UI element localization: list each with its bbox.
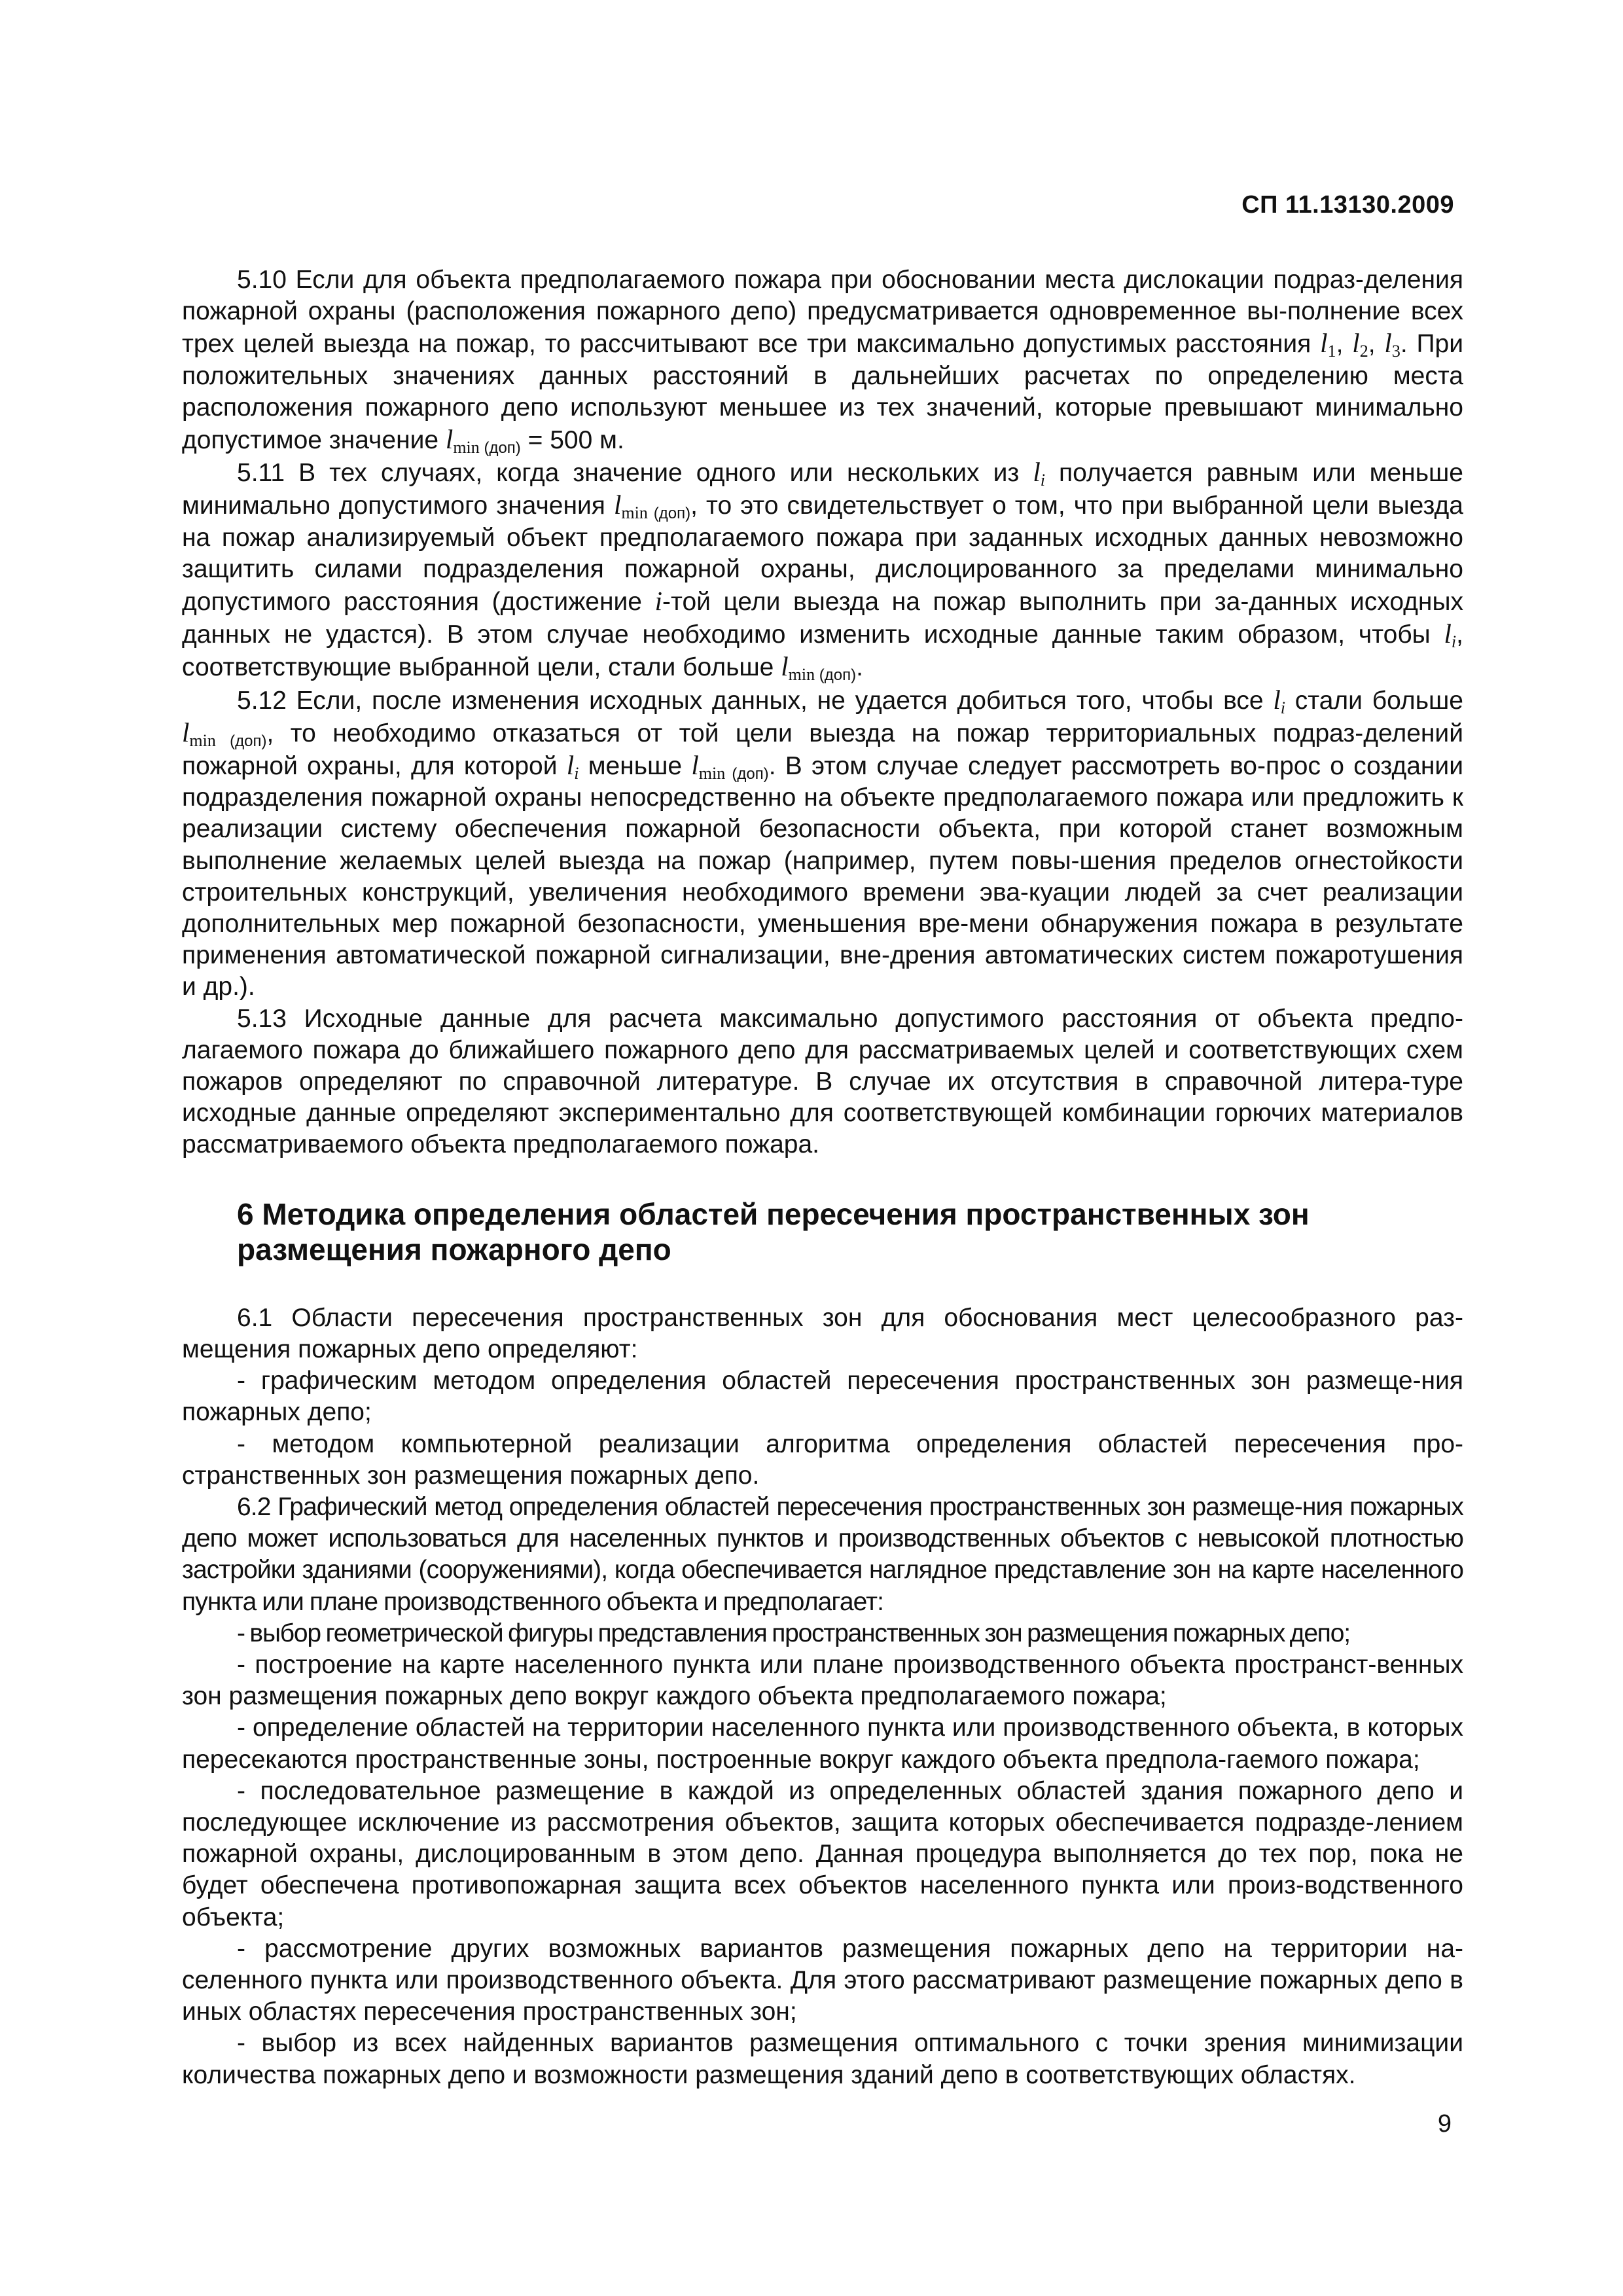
- list-item: - определение областей на территории населенного пункта или производственного объекта, в которых пересекаются пространственные зоны, построенные вокруг каждого объекта предпола-гаемого пожара;: [182, 1713, 1463, 1774]
- symbol-l: l: [1384, 328, 1392, 359]
- paragraph-5-10: 5.10 Если для объекта предполагаемого пожара при обосновании места дислокации подраз-деления пожарной охраны (расположения пожарного депо) предусматривается одновременное вы-полнение всех трех целей выезда на пожар, то рассчитывают все три максимально допустимых расстояния $l_1$, $l_2$, $l_3$. При положительных значениях данных расстояний в дальнейших расчетах по определению места расположения пожарного депо используют меньшее из тех значений, которые превышают минимально допустимое значение $l_{min (доп)} = 500$ м.: [182, 266, 1464, 457]
- list-item: - последовательное размещение в каждой из определенных областей здания пожарного депо и последующее исключение из рассмотрения объектов, защита которых обеспечивается подразде-лением пожарной охраны, дислоцированным в этом депо. Данная процедура выполняется до тех пор, пока не будет обеспечена противопожарная защита всех объектов населенного пункта или произ-водственного объекта;: [182, 1776, 1463, 1931]
- section-6-heading: 6 Методика определения областей пересечения пространственных зон размещения пожарного депо: [237, 1196, 1310, 1266]
- subscript-2: 2: [1359, 342, 1368, 361]
- paragraph-text: . При положительных значениях данных расстояний в дальнейших расчетах по определению места расположения пожарного депо используют меньшее из тех значений, которые превышают минимально допустимое значение: [182, 330, 1464, 455]
- symbol-l: l: [1033, 457, 1041, 488]
- symbol-l: l: [781, 651, 789, 682]
- subscript-min: min: [453, 438, 480, 457]
- symbol-l: l: [614, 490, 622, 520]
- symbol-l: l: [182, 717, 190, 747]
- list-item: - выбор из всех найденных вариантов размещения оптимального с точки зрения минимизации количества пожарных депо и возможности размещения зданий депо в соответствующих областях.: [182, 2029, 1463, 2089]
- symbol-l: l: [1444, 619, 1452, 649]
- list-item: - методом компьютерной реализации алгоритма определения областей пересечения про-странственных зон размещения пожарных депо.: [182, 1429, 1463, 1490]
- subscript-3: 3: [1391, 342, 1400, 361]
- paragraph-5-12: 5.12 Если, после изменения исходных данных, не удается добиться того, чтобы все $l_i$ стали больше $l_{min (доп)}$, то необходимо отказаться от той цели выезда на пожар территориальных подраз-делений пожарной охраны, для которой $l_i$ меньше $l_{min (доп)}$. В этом случае следует рассмотреть во-прос о создании подразделения пожарной охраны непосредственно на объекте предполагаемого пожара или предложить к реализации систему обеспечения пожарной безопасности объекта, при которой станет возможным выполнение желаемых целей выезда на пожар (например, путем повы-шения пределов огнестойкости строительных конструкций, увеличения необходимого времени эва-куации людей за счет реализации дополнительных мер пожарной безопасности, уменьшения вре-мени обнаружения пожара в результате применения автоматической пожарной сигнализации, вне-дрения автоматических систем пожаротушения и др.).: [182, 684, 1463, 1001]
- value-500: = 500 м.: [520, 426, 624, 455]
- list-item: - выбор геометрической фигуры представления пространственных зон размещения пожарных депо;: [237, 1619, 1350, 1647]
- paragraph-5-11: 5.11 В тех случаях, когда значение одного или нескольких из $l_i$ получается равным или меньше минимально допустимого значения $l_{min (доп)}$, то это свидетельствует о том, что при выбранной цели выезда на пожар анализируемый объект предполагаемого пожара при заданных исходных данных невозможно защитить силами подразделения пожарной охраны, дислоцированного за пределами минимально допустимого расстояния (достижение i-той цели выезда на пожар выполнить при за-данных исходных данных не удастся). В этом случае необходимо изменить исходные данные таким образом, чтобы $l_i$, соответствующие выбранной цели, стали больше $l_{min (доп)}$.: [182, 457, 1464, 685]
- paragraph-5-13: 5.13 Исходные данные для расчета максимально допустимого расстояния от объекта предпо-лагаемого пожара до ближайшего пожарного депо для рассматриваемых целей и соответствующих схем пожаров определяют по справочной литературе. В случае их отсутствия в справочной литера-туре исходные данные определяют экспериментально для соответствующей комбинации горючих материалов рассматриваемого объекта предполагаемого пожара.: [182, 1004, 1463, 1159]
- document-body: [182, 264, 1463, 2091]
- subscript-1: 1: [1327, 342, 1336, 361]
- symbol-i: i: [654, 586, 663, 617]
- list-item: - построение на карте населенного пункта или плане производственного объекта пространст-венных зон размещения пожарных депо вокруг каждого объекта предполагаемого пожара;: [182, 1650, 1463, 1711]
- symbol-l: l: [445, 424, 454, 455]
- list-item: - графическим методом определения областей пересечения пространственных зон размеще-ния пожарных депо;: [182, 1367, 1463, 1427]
- symbol-l: l: [691, 750, 699, 781]
- symbol-l: l: [1273, 684, 1281, 715]
- subscript-dop: (доп): [484, 439, 521, 457]
- paragraph-text: 5.10 Если для объекта предполагаемого пожара при обосновании места дислокации подраз-деления пожарной охраны (расположения пожарного депо) предусматривается одновременное вы-полнение всех трех целей выезда на пожар, то рассчитывают все три максимально допустимых расстояния: [182, 266, 1463, 359]
- subscript-i: i: [1040, 471, 1045, 490]
- symbol-l: l: [1320, 328, 1328, 359]
- paragraph-6-1: 6.1 Области пересечения пространственных зон для обоснования мест целесообразного раз-мещения пожарных депо определяют:: [182, 1303, 1463, 1363]
- page-number: 9: [1437, 2110, 1452, 2138]
- document-code: СП 11.13130.2009: [1241, 191, 1454, 219]
- list-item: - рассмотрение других возможных вариантов размещения пожарных депо на территории на-селенного пункта или производственного объекта. Для этого рассматривают размещение пожарных депо в иных областях пересечения пространственных зон;: [182, 1934, 1463, 2026]
- symbol-l: l: [566, 750, 575, 781]
- paragraph-6-2: 6.2 Графический метод определения областей пересечения пространственных зон размеще-ния пожарных депо может использоваться для населенных пунктов и производственных объектов с невысокой плотностью застройки зданиями (сооружениями), когда обеспечивается наглядное представление зон на карте населенного пункта или плане производственного объекта и предполагает:: [182, 1492, 1463, 1616]
- symbol-l: l: [1352, 328, 1360, 359]
